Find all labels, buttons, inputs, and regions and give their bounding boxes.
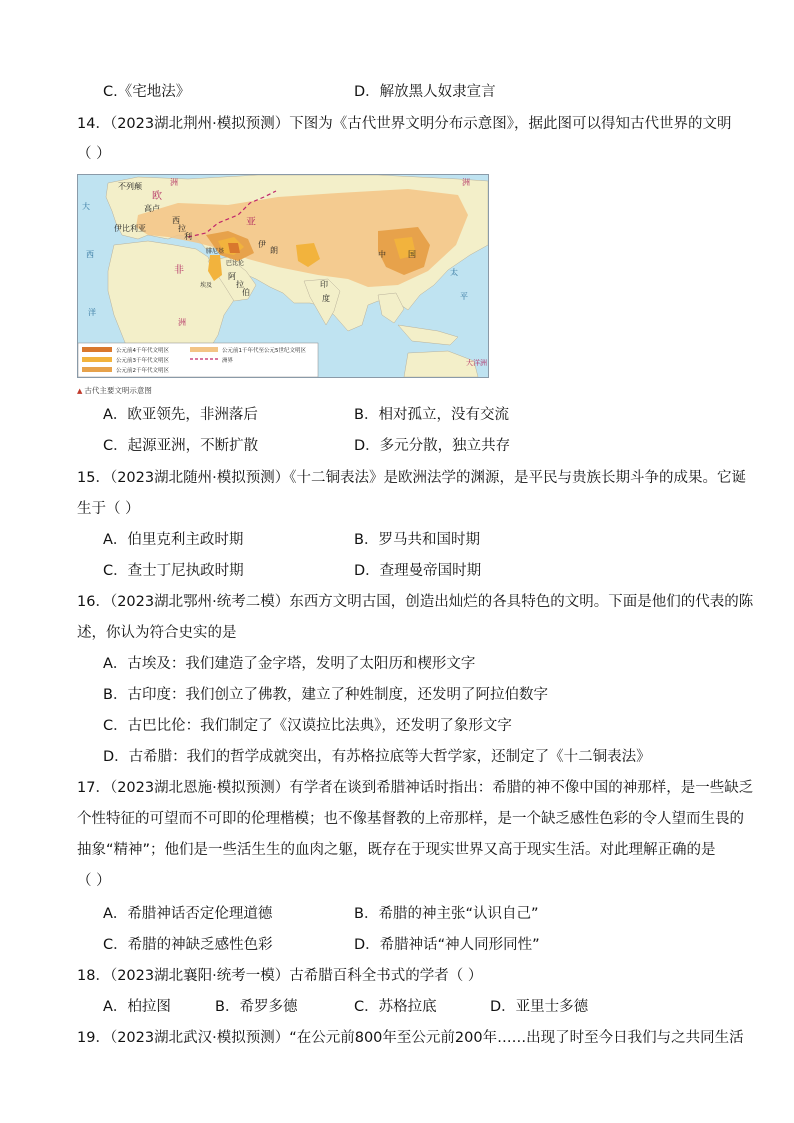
q18-stem-line1: 18．（2023湖北襄阳·统考一模）古希腊百科全书式的学者（ ） — [77, 968, 483, 984]
label-zhou-n2: 洲 — [462, 178, 470, 187]
label-asia: 亚 — [246, 217, 256, 228]
label-oceania: 大洋洲 — [466, 359, 487, 367]
q16-option-a: A．古埃及：我们建造了金字塔，发明了太阳历和楔形文字 — [103, 656, 476, 672]
q13-option-d: D．解放黑人奴隶宣言 — [354, 84, 496, 100]
label-china-guo: 国 — [408, 250, 416, 259]
label-zhou-n1: 洲 — [170, 178, 178, 187]
label-egypt: 埃及 — [200, 282, 213, 289]
q14-stem-line1: 14．（2023湖北荆州·模拟预测）下图为《古代世界文明分布示意图》，据此图可以得知古代世界的文明 — [77, 116, 732, 132]
q18-option-a: A．柏拉图 — [103, 999, 171, 1015]
label-pacific-ping: 平 — [460, 292, 468, 301]
q16-option-d: D．古希腊：我们的哲学成就突出，有苏格拉底等大哲学家，还制定了《十二铜表法》 — [103, 749, 651, 765]
q13-option-c: C.《宅地法》 — [103, 84, 191, 100]
svg-text:公元前3千年代文明区: 公元前3千年代文明区 — [116, 358, 169, 364]
q16-stem-line2: 述，你认为符合史实的是 — [77, 625, 237, 641]
q17-option-b: B．希腊的神主张“认识自己” — [354, 906, 539, 922]
map-caption — [77, 385, 152, 396]
label-gaul: 高卢 — [144, 204, 160, 213]
q19-stem-line1: 19．（2023湖北武汉·模拟预测）“在公元前800年至公元前200年……出现了时至今日我们与之共同生活 — [77, 1030, 744, 1046]
q15-stem-line1: 15．（2023湖北随州·模拟预测）《十二铜表法》是欧洲法学的渊源，是平民与贵族长期斗争的成果。它诞 — [77, 470, 746, 486]
q15-option-c: C．查士丁尼执政时期 — [103, 563, 244, 579]
map-caption-text: 古代主要文明示意图 — [84, 386, 152, 395]
label-phoenicia: 腓尼基 — [206, 248, 225, 255]
label-china-zhong: 中 — [378, 250, 386, 259]
q18-option-c: C．苏格拉底 — [354, 999, 437, 1015]
q17-stem-line3: 抽象“精神”；他们是一些活生生的血肉之躯，既存在于现实世界又高于现实生活。对此理解正确的是 — [77, 842, 716, 858]
label-britain: 不列颠 — [118, 182, 142, 191]
q15-option-b: B．罗马共和国时期 — [354, 532, 480, 548]
label-atlantic-yang: 洋 — [88, 308, 96, 317]
q14-stem-line2: （ ） — [77, 146, 111, 162]
q17-option-c: C．希腊的神缺乏感性色彩 — [103, 937, 273, 953]
label-pacific-tai: 太 — [450, 268, 458, 277]
label-zhou-africa: 洲 — [178, 318, 186, 327]
ancient-civilization-map — [77, 174, 489, 378]
q15-option-d: D．查理曼帝国时期 — [354, 563, 482, 579]
label-arabia-a: 阿 — [228, 272, 236, 281]
map-legend — [78, 343, 318, 377]
q17-stem-line4: （ ） — [77, 873, 111, 889]
q17-stem-line2: 个性特征的可望而不可即的伦理楷模；也不像基督教的上帝那样，是一个缺乏感性色彩的令人望而生畏的 — [77, 811, 744, 827]
label-iran-yi: 伊 — [258, 240, 266, 249]
q14-option-c: C．起源亚洲，不断扩散 — [103, 438, 259, 454]
label-arabia-la: 拉 — [236, 280, 244, 289]
label-india-du: 度 — [322, 294, 330, 303]
q18-option-d: D．亚里士多德 — [490, 999, 589, 1015]
label-arabia-bo: 伯 — [242, 288, 250, 297]
svg-text:洲界: 洲界 — [222, 358, 234, 364]
label-la: 拉 — [178, 224, 186, 233]
label-xi: 西 — [172, 216, 180, 225]
q16-option-b: B．古印度：我们创立了佛教，建立了种姓制度，还发明了阿拉伯数字 — [103, 687, 548, 703]
label-atlantic-da: 大 — [82, 202, 90, 211]
q15-stem-line2: 生于（ ） — [77, 501, 140, 517]
q16-option-c: C．古巴比伦：我们制定了《汉谟拉比法典》，还发明了象形文字 — [103, 718, 512, 734]
q17-option-d: D．希腊神话“神人同形同性” — [354, 937, 540, 953]
label-li: 利 — [184, 232, 192, 241]
triangle-icon: ▲ — [77, 387, 83, 395]
label-iberia: 伊比利亚 — [114, 224, 146, 233]
svg-text:公元前1千年代至公元5世纪文明区: 公元前1千年代至公元5世纪文明区 — [222, 348, 306, 354]
svg-text:公元前4千年代文明区: 公元前4千年代文明区 — [116, 348, 169, 354]
label-babylon: 巴比伦 — [226, 260, 245, 267]
zone-4th-millennium — [228, 243, 240, 253]
label-atlantic-xi: 西 — [86, 250, 94, 259]
label-iran-lang: 朗 — [270, 246, 278, 255]
q14-option-d: D．多元分散，独立共存 — [354, 438, 511, 454]
q15-option-a: A．伯里克利主政时期 — [103, 532, 244, 548]
q16-stem-line1: 16．（2023湖北鄂州·统考二模）东西方文明古国，创造出灿烂的各具特色的文明。下面是他们的代表的陈 — [77, 594, 754, 610]
label-europe: 欧 — [152, 191, 162, 202]
label-africa: 非 — [174, 265, 184, 276]
q18-option-b: B．希罗多德 — [215, 999, 298, 1015]
svg-text:公元前2千年代文明区: 公元前2千年代文明区 — [116, 368, 169, 374]
q14-option-a: A．欧亚领先，非洲落后 — [103, 407, 258, 423]
q14-option-b: B．相对孤立，没有交流 — [354, 407, 509, 423]
label-india-yin: 印 — [320, 280, 328, 289]
q17-option-a: A．希腊神话否定伦理道德 — [103, 906, 273, 922]
q17-stem-line1: 17．（2023湖北恩施·模拟预测）有学者在谈到希腊神话时指出：希腊的神不像中国的神那样，是一些缺乏 — [77, 780, 754, 796]
